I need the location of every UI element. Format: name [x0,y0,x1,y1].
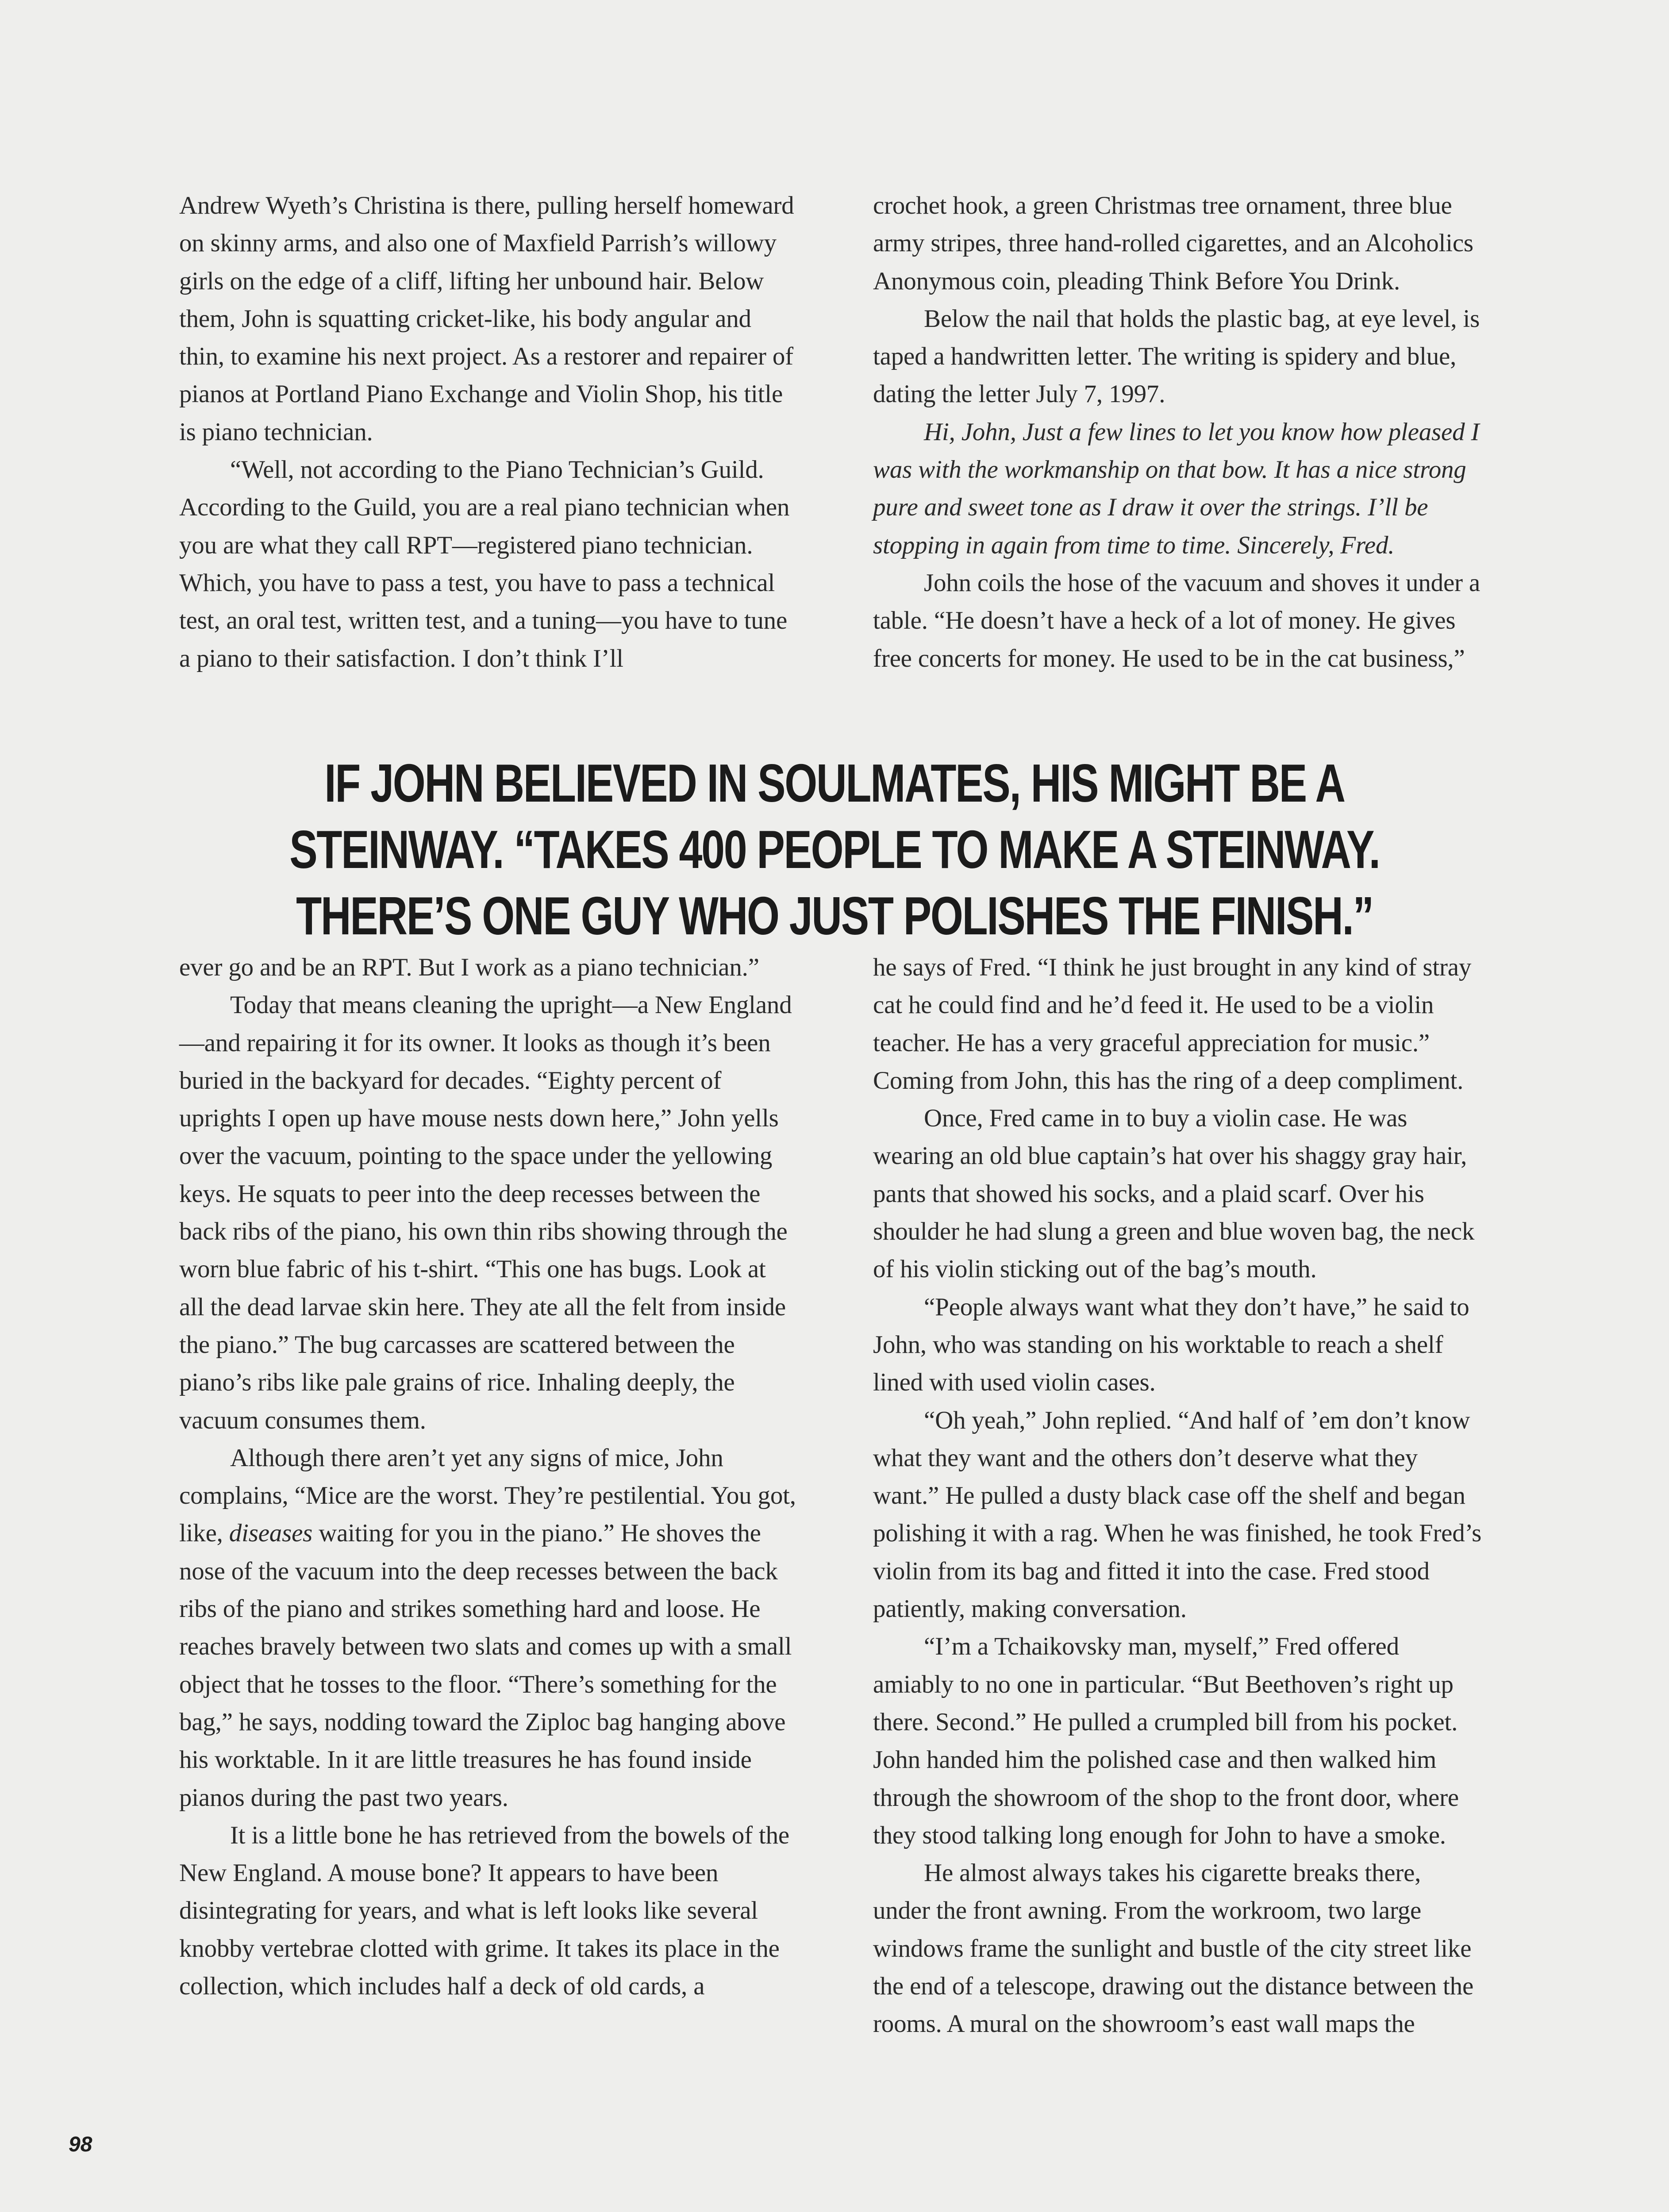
paragraph: “Oh yeah,” John replied. “And half of ’em don’t know what they want and the others don’t deserve what they want.” He pulled a dusty black case off the shelf and began polishing it with a rag. When he was finished, he took Fred’s violin from its bag and fitted it into the case. Fred stood patiently, making conversation. [873,1406,1482,1623]
paragraph: he says of Fred. “I think he just brought in any kind of stray cat he could find and he’d feed it. He used to be a violin teacher. He has a very graceful appreciation for music.” Coming from John, this has the ring of a deep compliment. [873,953,1472,1094]
paragraph: Below the nail that holds the plastic bag, at eye level, is taped a handwritten letter. The writing is spidery and blue, dating the letter July 7, 1997. [873,304,1480,408]
paragraph: John coils the hose of the vacuum and shoves it under a table. “He doesn’t have a heck of a lot of money. He gives free concerts for money. He used to be in the cat business,” [873,568,1480,672]
column-bottom-right [873,949,1484,2043]
column-top-left [179,187,796,677]
paragraph: crochet hook, a green Christmas tree ornament, three blue army stripes, three hand-rolled cigarettes, and an Alcoholics Anonymous coin, pleading Think Before You Drink. [873,192,1473,295]
paragraph: “Well, not according to the Piano Technician’s Guild. According to the Guild, you are a real piano technician when you are what they call RPT—registered piano technician. Which, you have to pass a test, you have to pass a technical test, an oral test, written test, and a tuning—you have to tune a piano to their satisfaction. I don’t think I’ll [179,456,790,672]
page-number: 98 [69,2133,92,2156]
paragraph [179,1439,796,1816]
paragraph: “People always want what they don’t have,” he said to John, who was standing on his worktable to reach a shelf lined with used violin cases. [873,1293,1469,1397]
paragraph: It is a little bone he has retrieved from the bowels of the New England. A mouse bone? It appears to have been disintegrating for years, and what is left looks like several knobby vertebrae clotted with grime. It takes its place in the collection, which includes half a deck of old cards, a [179,1821,789,2001]
quoted-letter [873,413,1484,564]
column-bottom-left [179,949,796,2005]
text-run: waiting for you in the piano.” He shoves the nose of the vacuum into the deep recesses between the back ribs of the piano and strikes something hard and loose. He reaches bravely between two slats and comes up with a small object that he tosses to the floor. “There’s something for the bag,” he says, nodding toward the Ziploc bag hanging above his worktable. In it are little treasures he has found inside pianos during the past two years. [179,1519,792,1812]
paragraph: Andrew Wyeth’s Christina is there, pulling herself homeward on skinny arms, and also one of Maxfield Parrish’s willowy girls on the edge of a cliff, lifting her unbound hair. Below them, John is squatting cricket-like, his body angular and thin, to examine his next project. As a restorer and repairer of pianos at Portland Piano Exchange and Violin Shop, his title is piano technician. [179,192,794,446]
column-top-right [873,187,1484,677]
paragraph: ever go and be an RPT. But I work as a piano technician.” [179,953,759,981]
paragraph: He almost always takes his cigarette breaks there, under the front awning. From the workroom, two large windows frame the sunlight and bustle of the city street like the end of a telescope, drawing out the distance between the rooms. A mural on the showroom’s east wall maps the [873,1859,1474,2038]
emphasis: diseases [229,1519,313,1548]
paragraph: Today that means cleaning the upright—a New England—and repairing it for its owner. It looks as though it’s been buried in the backyard for decades. “Eighty percent of uprights I open up have mouse nests down here,” John yells over the vacuum, pointing to the space under the yellowing keys. He squats to peer into the deep recesses between the back ribs of the piano, his own thin ribs showing through the worn blue fabric of his t-shirt. “This one has bugs. Look at all the dead larvae skin here. They ate all the felt from inside the piano.” The bug carcasses are scattered between the piano’s ribs like pale grains of rice. Inhaling deeply, the vacuum consumes them. [179,991,792,1434]
pull-quote: IF JOHN BELIEVED IN SOULMATES, HIS MIGHT BE A STEINWAY. “TAKES 400 PEOPLE TO MAKE A STEINWAY. THERE’S ONE GUY WHO JUST POLISHES THE FINISH.” [289,753,1380,946]
paragraph: Once, Fred came in to buy a violin case. He was wearing an old blue captain’s hat over his shaggy gray hair, pants that showed his socks, and a plaid scarf. Over his shoulder he had slung a green and blue woven bag, the neck of his violin sticking out of the bag’s mouth. [873,1104,1475,1283]
letter-text: Hi, John, Just a few lines to let you know how pleased I was with the workmanship on that bow. It has a nice strong pure and sweet tone as I draw it over the strings. I’ll be stopping in again from time to time. Sincerely, Fred. [873,418,1480,559]
text-run: Although there aren’t yet any signs of mice, John complains, “Mice are the worst. They’re pestilential. You got, like, [179,1444,796,1548]
paragraph: “I’m a Tchaikovsky man, myself,” Fred offered amiably to no one in particular. “But Beethoven’s right up there. Second.” He pulled a crumpled bill from his pocket. John handed him the polished case and then walked him through the showroom of the shop to the front door, where they stood talking long enough for John to have a smoke. [873,1632,1459,1849]
